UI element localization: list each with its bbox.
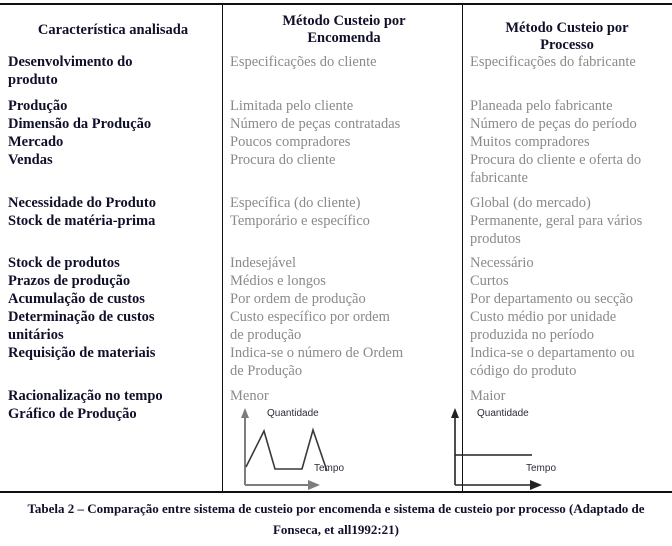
row-value-encomenda [230,388,458,406]
y-axis-label: Quantidade [267,408,319,419]
label-line: Requisição de materiais [8,345,156,361]
row-label [8,98,218,116]
value-line: Necessário [470,255,534,271]
grafico-producao-encomenda [232,405,362,493]
row-label [8,255,218,273]
value-line: Maior [470,388,506,404]
caption-line-1: Tabela 2 – Comparação entre sistema de custeio por encomenda e sistema de custeio por processo (Adaptado de [27,501,645,516]
value-line: Menor [230,388,269,404]
row-label [8,388,218,406]
row-value-processo [470,152,668,187]
row-label [8,345,218,363]
value-line: Procura do cliente e oferta do [470,152,642,168]
header-cell-caracteristica [6,22,220,39]
row-label [8,54,218,89]
value-line: Número de peças contratadas [230,116,401,132]
value-line: de produção [230,326,302,343]
header-line: Método Custeio por [282,13,406,29]
value-line: Específica (do cliente) [230,195,361,211]
row-label [8,195,218,213]
value-line: produzida no período [470,326,595,343]
y-axis-arrow-icon [451,408,459,418]
row-value-encomenda [230,213,458,231]
row-label [8,291,218,309]
value-line: Por departamento ou secção [470,291,634,307]
label-line: Stock de matéria-prima [8,213,156,229]
value-line: Curtos [470,273,509,289]
value-line: Indica-se o número de Ordem [230,345,404,361]
row-value-processo [470,345,668,380]
row-value-encomenda [230,98,458,116]
row-value-encomenda [230,134,458,152]
label-line: Necessidade do Produto [8,195,156,211]
value-line: Poucos compradores [230,134,351,150]
value-line: Permanente, geral para vários [470,213,643,229]
header-cell-encomenda [228,13,460,47]
value-line: Número de peças do período [470,116,637,132]
label-line: Gráfico de Produção [8,406,137,422]
row-label [8,152,218,170]
row-value-processo [470,98,668,116]
row-value-encomenda [230,54,458,72]
x-axis-arrow-icon [308,480,320,490]
label-line: unitários [8,326,64,343]
value-line: Especificações do fabricante [470,54,636,70]
label-line: Produção [8,98,68,114]
value-line: Por ordem de produção [230,291,366,307]
header-line: Característica analisada [37,22,189,38]
label-line: Vendas [8,152,53,168]
label-line: Mercado [8,134,64,150]
header-line: Método Custeio por [505,20,629,36]
value-line: Global (do mercado) [470,195,591,211]
label-line: produto [8,71,58,88]
row-value-encomenda [230,309,458,344]
table-caption [0,498,672,540]
label-line: Determinação de custos [8,309,155,325]
row-label [8,134,218,152]
row-value-encomenda [230,152,458,170]
value-line: Limitada pelo cliente [230,98,354,114]
value-line: Indica-se o departamento ou [470,345,635,361]
header-cell-processo [466,20,668,54]
value-line: Especificações do cliente [230,54,377,70]
value-line: Indesejável [230,255,297,271]
row-label [8,116,218,134]
grafico-producao-processo [442,405,572,493]
row-value-processo [470,388,668,406]
row-value-encomenda [230,273,458,291]
row-value-processo [470,309,668,344]
x-axis-label: Tempo [526,463,557,474]
row-value-processo [470,291,668,309]
x-axis-arrow-icon [530,480,542,490]
value-line: Procura do cliente [230,152,336,168]
label-line: Desenvolvimento do [8,54,133,70]
row-value-processo [470,213,668,248]
row-value-processo [470,273,668,291]
row-value-processo [470,54,668,72]
value-line: Planeada pelo fabricante [470,98,613,114]
value-line: fabricante [470,169,528,186]
caption-line-2: Fonseca, et all1992:21) [272,522,399,537]
row-value-processo [470,116,668,134]
label-line: Racionalização no tempo [8,388,163,404]
label-line: Stock de produtos [8,255,120,271]
value-line: Médios e longos [230,273,326,289]
label-line: Acumulação de custos [8,291,145,307]
label-line: Prazos de produção [8,273,131,289]
value-line: de Produção [230,362,303,379]
row-value-encomenda [230,345,458,380]
value-line: Custo médio por unidade [470,309,617,325]
comparison-table [0,3,672,493]
row-label [8,406,218,424]
value-line: Custo específico por ordem [230,309,390,325]
row-label [8,213,218,231]
row-value-encomenda [230,116,458,134]
column-divider-1 [222,5,223,491]
row-value-processo [470,195,668,213]
row-value-encomenda [230,195,458,213]
header-line: Encomenda [307,30,381,46]
value-line: produtos [470,230,521,247]
y-axis-arrow-icon [241,408,249,418]
row-value-encomenda [230,291,458,309]
row-value-encomenda [230,255,458,273]
value-line: Muitos compradores [470,134,590,150]
row-label [8,273,218,291]
row-value-processo [470,134,668,152]
row-label [8,309,218,344]
label-line: Dimensão da Produção [8,116,152,132]
x-axis-label: Tempo [314,463,345,474]
value-line: código do produto [470,362,577,379]
value-line: Temporário e específico [230,213,370,229]
y-axis-label: Quantidade [477,408,529,419]
header-line: Processo [540,37,594,53]
row-value-processo [470,255,668,273]
